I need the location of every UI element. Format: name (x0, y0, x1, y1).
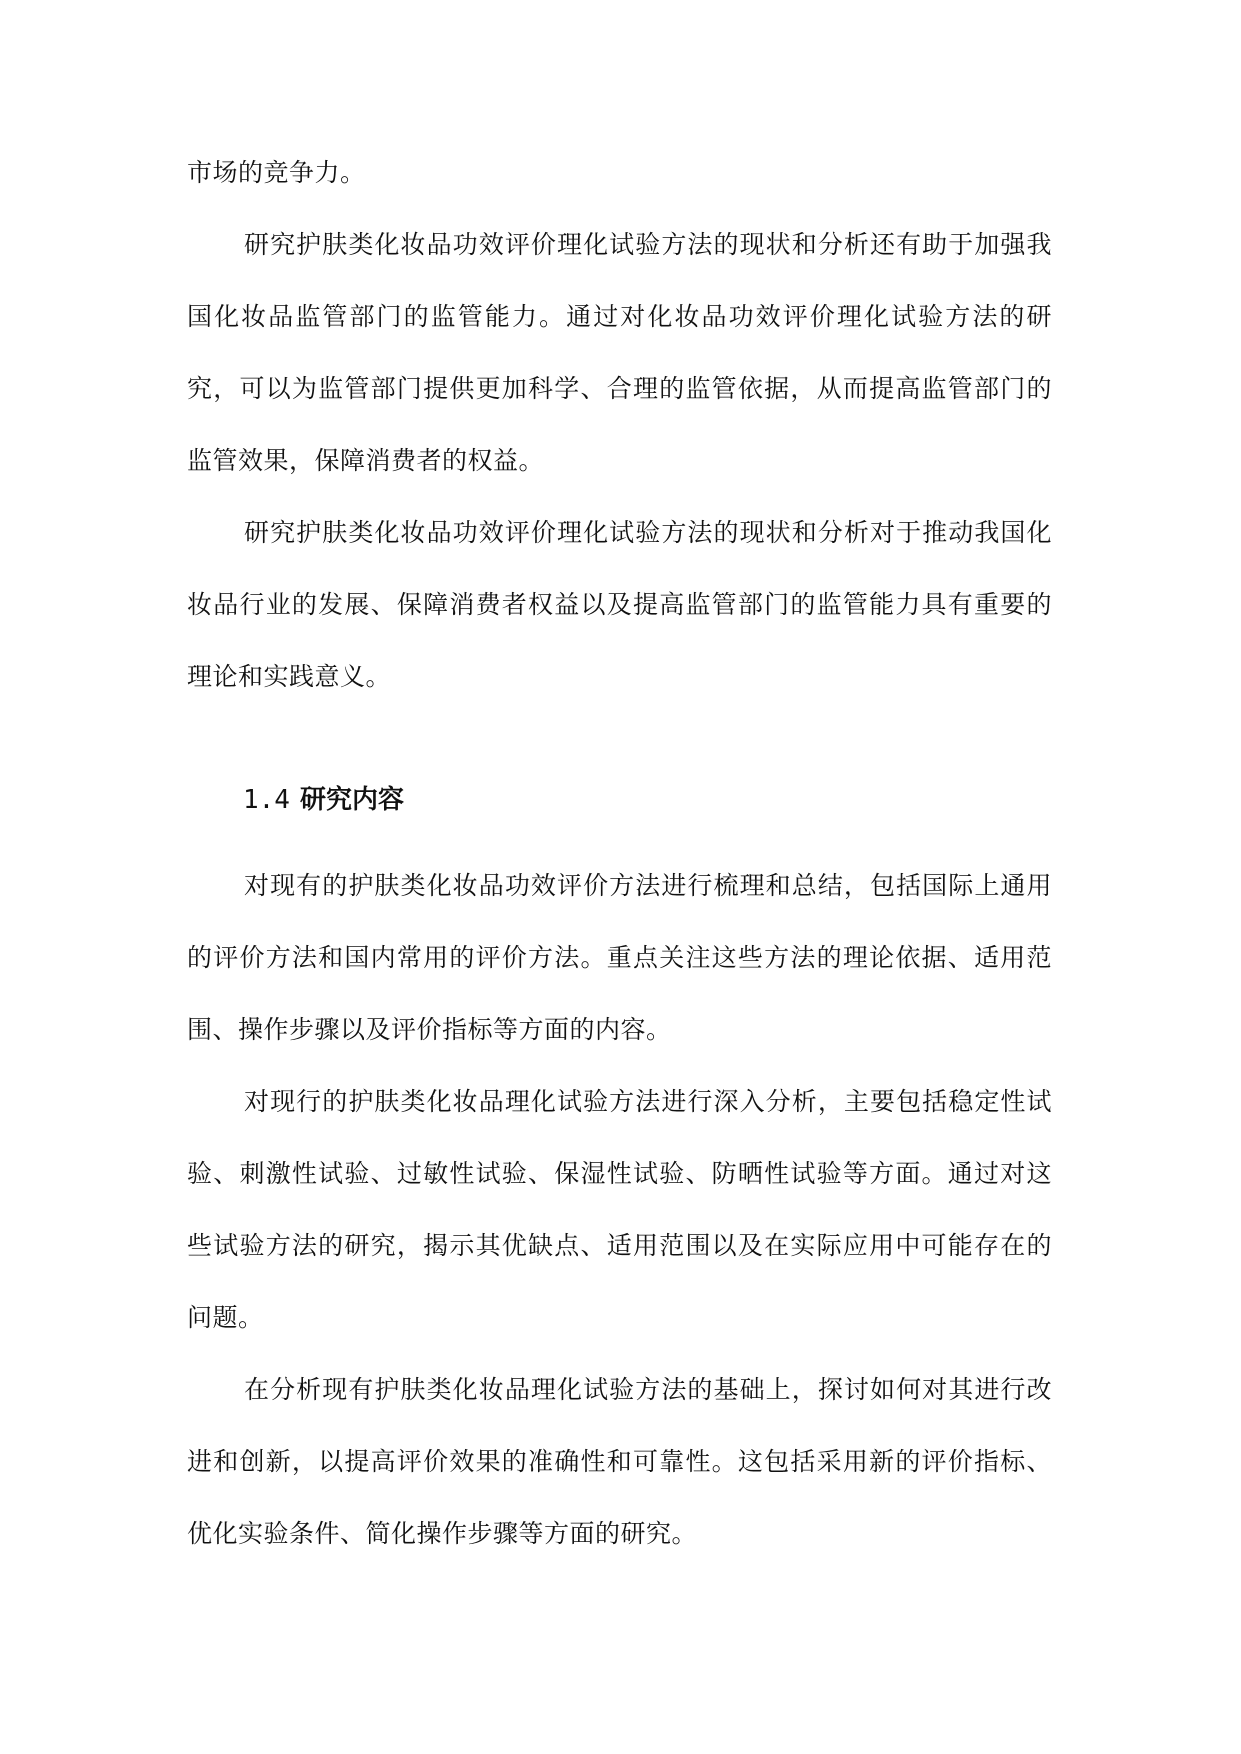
paragraph: 对现有的护肤类化妆品功效评价方法进行梳理和总结，包括国际上通用的评价方法和国内常用的评价方法。重点关注这些方法的理论依据、适用范围、操作步骤以及评价指标等方面的内容。 (187, 871, 1052, 1044)
section-number: 1.4 (243, 785, 290, 815)
body-text-block-2 (187, 850, 1052, 1570)
section-title: 研究内容 (299, 785, 404, 815)
paragraph: 研究护肤类化妆品功效评价理化试验方法的现状和分析对于推动我国化妆品行业的发展、保障消费者权益以及提高监管部门的监管能力具有重要的理论和实践意义。 (187, 518, 1052, 691)
paragraph: 对现行的护肤类化妆品理化试验方法进行深入分析，主要包括稳定性试验、刺激性试验、过敏性试验、保湿性试验、防晒性试验等方面。通过对这些试验方法的研究，揭示其优缺点、适用范围以及在实际应用中可能存在的问题。 (187, 1087, 1052, 1332)
section-heading (243, 779, 404, 816)
body-text-block-1 (187, 137, 1052, 713)
paragraph: 在分析现有护肤类化妆品理化试验方法的基础上，探讨如何对其进行改进和创新，以提高评价效果的准确性和可靠性。这包括采用新的评价指标、优化实验条件、简化操作步骤等方面的研究。 (187, 1375, 1052, 1548)
paragraph: 研究护肤类化妆品功效评价理化试验方法的现状和分析还有助于加强我国化妆品监管部门的监管能力。通过对化妆品功效评价理化试验方法的研究，可以为监管部门提供更加科学、合理的监管依据，从而提高监管部门的监管效果，保障消费者的权益。 (187, 230, 1052, 475)
paragraph-continuation: 市场的竞争力。 (187, 158, 366, 187)
